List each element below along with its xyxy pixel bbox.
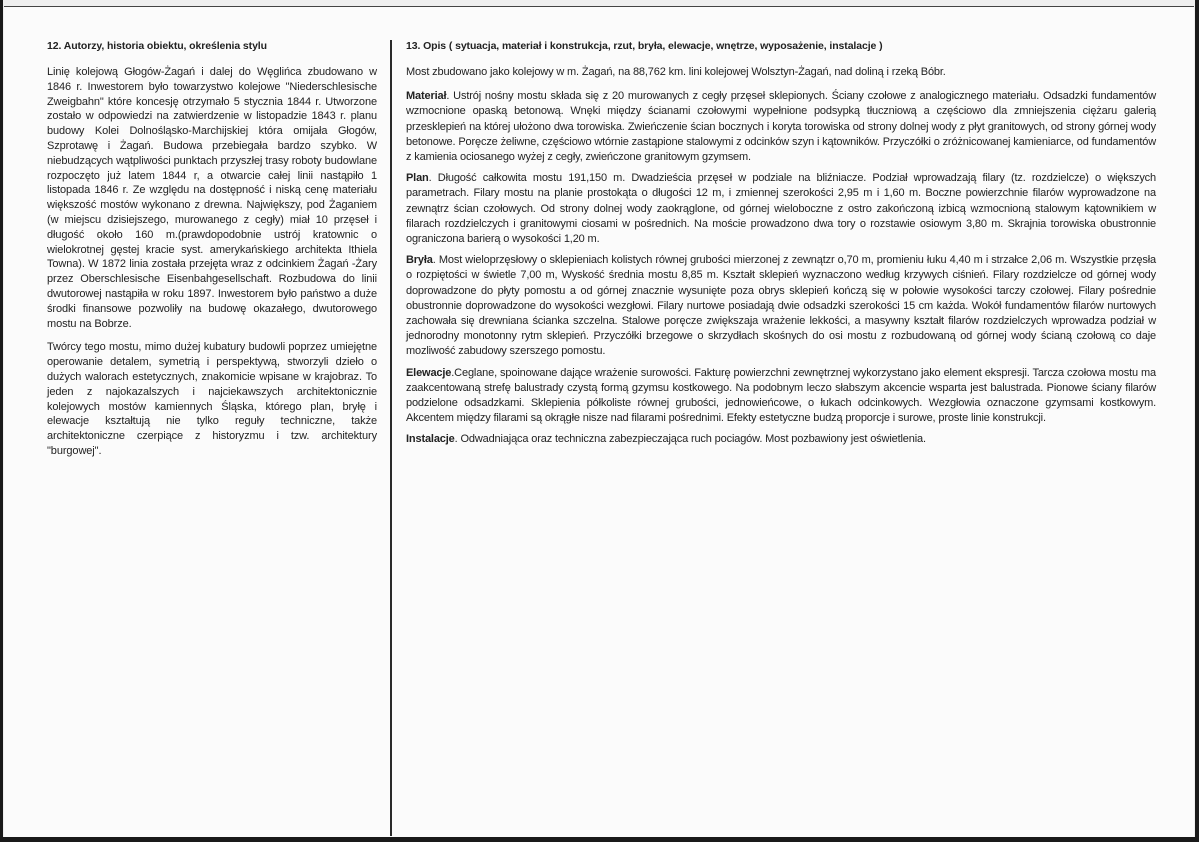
section-plan-label: Plan bbox=[406, 172, 429, 185]
section-elevations-label: Elewacje bbox=[406, 366, 452, 379]
section-plan bbox=[406, 171, 1156, 247]
history-heading: 12. Autorzy, historia obiektu, określenia stylu bbox=[47, 40, 267, 52]
section-material bbox=[406, 89, 1156, 165]
section-installations-text: . Odwadniająca oraz techniczna zabezpieczająca ruch pociagów. Most pozbawiony jest oświetlenia. bbox=[454, 433, 926, 446]
section-installations-label: Instalacje bbox=[406, 433, 455, 446]
history-paragraph-1: Linię kolejową Głogów-Żagań i dalej do Węglińca zbudowano w 1846 r. Inwestorem było towarzystwo kolejowe "Niederschlesische Zweigbahn" które koncesję otrzymało 5 stycznia 1844 r. Utworzone zostało w odpowiedzi na zatwierdzenie w listopadzie 1843 r. planu budowy Kolei Dolnośląsko-Marchijskiej która omijała Głogów, Szprotawę i Żagań. Budowa przebiegała bardzo szybko. W niebudzących wątpliwości punktach przyszłej trasy roboty budowlane rozpoczęto już latem 1844 r, a otwarcie całej linii nastąpiło 1 listopada 1846 r. Ze względu na dostępność i niską cenę materiału większość mostów wykonano z drewna. Największy, pod Żaganiem (w miejscu dzisiejszego, murowanego z cegły) miał 10 przęseł i długość około 160 m.(prawdopodobnie ustrój kratownic o wielokrotnej gęstej kracie syst. amerykańskiego architekta Ithiela Towna). W 1872 linia została przejęta wraz z odcinkiem Żagań -Żary przez Oberschlesische Eisenbahgesellschaft. Rozbudowa do linii dwutorowej nastąpiła w roku 1897. Inwestorem było państwo a duże środki finansowe pozwoliły na budowę okazałego, dwutorowego mostu na Bobrze. bbox=[47, 66, 377, 330]
history-column bbox=[47, 40, 377, 468]
section-form-text: . Most wieloprzęsłowy o sklepieniach kolistych równej grubości mierzonej z zewnątzr o,70 m, promieniu łuku 4,40 m i strzałce 2,06 m. Wszystkie przęsła o rozpiętości w świetle 7,00 m, Wyskość średnia mostu 8,85 m. Kształt sklepień wyznaczono według krzywych ciśnień. Filary rozdzielcze od górnej wody doprowadzone do płyty pomostu a od górnej znacznie wysunięte poza obrys sklepień kończą się w połowie wysokości tarczy czołowej. Filary pośrednie obustronnie doprowadzone do wysokości wezgłowi. Filary nurtowe posiadają dwie odsadzki szerokości 15 cm każda. Wokół fundamentów filarów nurtowych zachowała się drewniana ścianka szczelna. Stalowe poręcze zwiększaja wrażenie lekkości, a masywny kształt filarów rozdzielczych wprowadza podział w jednorodny monotonny rytm sklepień. Przyczółki brzegowe o skrzydłach skośnych do osi mostu z rozbudowaną od górnej wody ścianą czołową co daje mozliwość zabudowy szerszego pomostu. bbox=[406, 254, 1156, 358]
section-elevations-text: .Ceglane, spoinowane dające wrażenie surowości. Fakturę powierzchni zewnętrznej wykorzystano jako element ekspresji. Tarcza czołowa mostu ma zaakcentowaną strefę balustrady czystą formą gzymsu kostkowego. Na podobnym leczo słabszym akcencie wsparta jest balustrada. Pionowe ściany filarów podzielone odsadzkami. Sklepienia półkoliste równej grubości, jednowieńcowe, o łukach odcinkowych. Wezgłowia oznaczone gzymsami kostkowym. Akcentem między filarami są okrągłe nisze nad filarami pośrednimi. Efekty estetyczne budzą proporcje i surowe, proste linie konstrukcji. bbox=[406, 366, 1156, 425]
section-form bbox=[406, 253, 1156, 359]
description-heading: 13. Opis ( sytuacja, materiał i konstrukcja, rzut, bryła, elewacje, wnętrze, wyposażenie, instalacje ) bbox=[406, 40, 883, 52]
section-material-text: . Ustrój nośny mostu składa się z 20 murowanych z cegły przęseł sklepionych. Ściany czołowe z analogicznego materiału. Odsadzki fundamentów wzmocnione opaską betonową. Wnęki między ścianami czołowymi wypełnione podsypką tłuczniową a częściowo dla zmniejszenia ciężaru galerią przesklepień na której ułożono dwa torowiska. Zwieńczenie ścian bocznych i koryta torowiska od strony dolnej wody z płyt granitowych, od strony górnej wody betonowe. Poręcze żeliwne, częściowo wtórnie zastąpione stalowymi z odcinków szyn i kątowników. Przyczółki o zróżnicowanej kamieniarce, od fundamentów z kamienia ociosanego wyżej z cegły, zwieńczone granitowym gzymsem. bbox=[406, 90, 1156, 164]
section-plan-text: . Długość całkowita mostu 191,150 m. Dwadzieścia przęseł w podziale na bliźniacze. Podział wprowadzają filary (tz. rozdzielcze) o większych parametrach. Filary mostu na planie prostokąta o długości 12 m, i zmiennej szerokości 2,95 m i 1,60 m. Boczne powierzchnie filarów wyprowadzone na zewnątrz ścian czołowych. Od strony dolnej wody zaokrąglone, od górnej wieloboczne z ostro zakończoną izbicą wzmocnioną stalowym kątownikiem w filarach rozdzielczych i granitowymi ciosami w pośrednich. Na moście prowadzono dwa tory o rozstawie osiowym 3,80 m. Skrajnia torowiska obustronnie ograniczona barierą o wysokości 1,20 m. bbox=[406, 172, 1156, 246]
column-divider bbox=[390, 40, 392, 836]
description-column bbox=[406, 40, 1156, 454]
description-intro: Most zbudowano jako kolejowy w m. Żagań, na 88,762 km. lini kolejowej Wolsztyn-Żagań, nad doliną i rzeką Bóbr. bbox=[406, 66, 946, 78]
section-elevations bbox=[406, 366, 1156, 427]
scan-edge-bottom bbox=[0, 837, 1199, 842]
section-material-label: Materiał bbox=[406, 90, 447, 103]
scan-edge-right bbox=[1195, 0, 1199, 842]
section-form-label: Bryła bbox=[406, 254, 433, 267]
history-paragraph-2: Twórcy tego mostu, mimo dużej kubatury budowli poprzez umiejętne operowanie detalem, symetrią i perspektywą, stworzyli dzieło o dużych walorach estetycznych, znakomicie wpisane w krajobraz. To jeden z najokazalszych i najciekawszych architektonicznie kolejowych mostów kamiennych Śląska, którego plan, bryłę i elewacje kształtują nie tylko reguły techniczne, także architektoniczne czerpiące z historyzmu i tzw. architektury "burgowej". bbox=[47, 341, 377, 457]
section-installations bbox=[406, 432, 1156, 447]
scan-edge-left bbox=[0, 0, 3, 842]
